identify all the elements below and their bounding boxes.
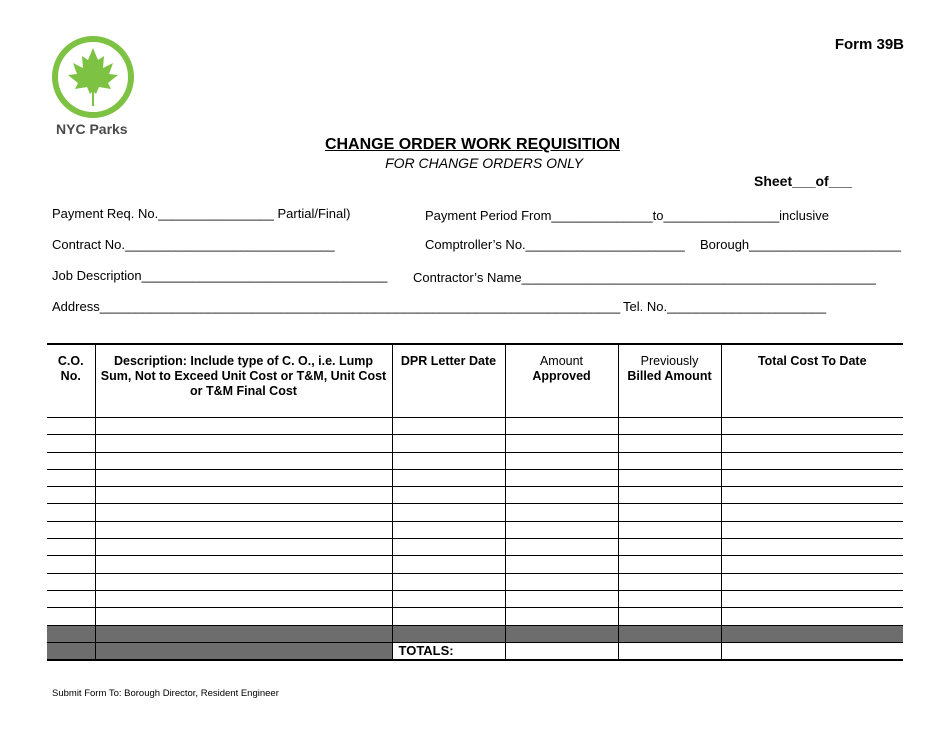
cell[interactable] <box>618 487 721 504</box>
cell[interactable] <box>721 608 903 625</box>
cell[interactable] <box>47 556 95 573</box>
cell[interactable] <box>721 469 903 486</box>
cell[interactable] <box>95 418 392 435</box>
cell[interactable] <box>505 452 618 469</box>
totals-label: TOTALS: <box>392 642 505 660</box>
cell[interactable] <box>392 539 505 556</box>
cell[interactable] <box>47 435 95 452</box>
cell[interactable] <box>505 435 618 452</box>
cell[interactable] <box>95 469 392 486</box>
col-co-no <box>47 344 95 418</box>
cell[interactable] <box>95 608 392 625</box>
cell[interactable] <box>392 469 505 486</box>
cell[interactable] <box>95 539 392 556</box>
col-amount-approved <box>505 344 618 418</box>
cell[interactable] <box>47 452 95 469</box>
col-prev-label-2: Billed Amount <box>627 369 712 383</box>
col-description: Description: Include type of C. O., i.e. Lump Sum, Not to Exceed Unit Cost or T&M, Unit Cost or T&M Final Cost <box>95 344 392 418</box>
cell[interactable] <box>392 573 505 590</box>
cell[interactable] <box>721 435 903 452</box>
table-row <box>47 573 903 590</box>
cell[interactable] <box>95 590 392 607</box>
table-row <box>47 452 903 469</box>
table-row <box>47 469 903 486</box>
cell[interactable] <box>618 573 721 590</box>
cell[interactable] <box>505 504 618 521</box>
cell[interactable] <box>505 556 618 573</box>
payment-period-field[interactable]: Payment Period From______________to________________inclusive <box>425 208 830 223</box>
table-row <box>47 539 903 556</box>
cell[interactable] <box>47 504 95 521</box>
comptroller-no-field[interactable]: Comptroller’s No.______________________ <box>425 237 685 252</box>
col-previously-billed <box>618 344 721 418</box>
cell[interactable] <box>721 504 903 521</box>
cell[interactable] <box>47 469 95 486</box>
cell[interactable] <box>721 573 903 590</box>
table-row <box>47 590 903 607</box>
totals-row <box>47 642 903 660</box>
borough-field[interactable]: Borough_____________________ <box>700 237 901 252</box>
table-row <box>47 608 903 625</box>
col-total-cost: Total Cost To Date <box>721 344 903 418</box>
table-row <box>47 504 903 521</box>
sheet-counter[interactable]: Sheet___of___ <box>754 173 853 189</box>
col-dpr-letter-date: DPR Letter Date <box>392 344 505 418</box>
col-amount-label-1: Amount <box>539 354 584 368</box>
table-row <box>47 521 903 538</box>
cell[interactable] <box>95 487 392 504</box>
cell[interactable] <box>721 452 903 469</box>
cell[interactable] <box>618 469 721 486</box>
cell[interactable] <box>721 590 903 607</box>
change-order-table <box>47 343 903 661</box>
cell[interactable] <box>618 539 721 556</box>
cell[interactable] <box>47 487 95 504</box>
cell[interactable] <box>721 487 903 504</box>
cell[interactable] <box>47 418 95 435</box>
cell[interactable] <box>505 573 618 590</box>
cell[interactable] <box>47 608 95 625</box>
cell[interactable] <box>392 504 505 521</box>
cell[interactable] <box>505 469 618 486</box>
cell[interactable] <box>618 504 721 521</box>
maple-leaf-icon <box>68 48 118 106</box>
cell[interactable] <box>505 608 618 625</box>
cell[interactable] <box>392 452 505 469</box>
page-subtitle: FOR CHANGE ORDERS ONLY <box>385 155 583 171</box>
cell[interactable] <box>618 521 721 538</box>
cell[interactable] <box>618 590 721 607</box>
shaded-row <box>47 625 903 642</box>
col-co-label-1: C.O. <box>57 354 84 368</box>
job-description-field[interactable]: Job Description__________________________________ <box>52 268 388 283</box>
table-row <box>47 435 903 452</box>
contract-no-field[interactable]: Contract No._____________________________ <box>52 237 335 252</box>
cell[interactable] <box>95 435 392 452</box>
cell[interactable] <box>618 452 721 469</box>
cell[interactable] <box>47 573 95 590</box>
cell[interactable] <box>721 556 903 573</box>
cell[interactable] <box>505 590 618 607</box>
cell[interactable] <box>505 521 618 538</box>
cell[interactable] <box>47 521 95 538</box>
cell[interactable] <box>95 573 392 590</box>
cell[interactable] <box>95 452 392 469</box>
contractor-name-field[interactable]: Contractor’s Name_________________________________________________ <box>413 270 876 285</box>
total-cost-to-date[interactable] <box>721 642 903 660</box>
cell[interactable] <box>618 418 721 435</box>
cell[interactable] <box>392 418 505 435</box>
cell[interactable] <box>618 435 721 452</box>
cell[interactable] <box>721 521 903 538</box>
cell[interactable] <box>95 504 392 521</box>
cell[interactable] <box>505 487 618 504</box>
cell[interactable] <box>47 539 95 556</box>
cell[interactable] <box>392 556 505 573</box>
cell[interactable] <box>392 521 505 538</box>
cell[interactable] <box>95 556 392 573</box>
submit-instructions: Submit Form To: Borough Director, Resident Engineer <box>52 688 279 699</box>
cell[interactable] <box>47 590 95 607</box>
cell[interactable] <box>392 435 505 452</box>
total-previously-billed[interactable] <box>618 642 721 660</box>
address-field[interactable]: Address________________________________________________________________________ <box>52 299 621 314</box>
table-header-row <box>47 344 903 418</box>
cell[interactable] <box>392 608 505 625</box>
tel-no-field[interactable]: Tel. No.______________________ <box>623 299 827 314</box>
table-row <box>47 556 903 573</box>
page-title: CHANGE ORDER WORK REQUISITION <box>324 136 621 153</box>
cell[interactable] <box>392 590 505 607</box>
cell[interactable] <box>392 487 505 504</box>
table-row <box>47 487 903 504</box>
col-prev-label-1: Previously <box>640 354 699 368</box>
cell[interactable] <box>721 418 903 435</box>
cell[interactable] <box>721 539 903 556</box>
total-amount-approved[interactable] <box>505 642 618 660</box>
payment-req-field[interactable]: Payment Req. No.________________ Partial/Final) <box>52 206 351 221</box>
cell[interactable] <box>505 539 618 556</box>
cell[interactable] <box>95 521 392 538</box>
cell[interactable] <box>618 556 721 573</box>
cell[interactable] <box>505 418 618 435</box>
table-row <box>47 418 903 435</box>
col-amount-label-2: Approved <box>532 369 591 383</box>
logo-text: NYC Parks <box>56 121 128 137</box>
col-co-label-2: No. <box>60 369 81 383</box>
cell[interactable] <box>618 608 721 625</box>
form-number: Form 39B <box>834 36 904 53</box>
nyc-parks-logo <box>50 34 136 120</box>
